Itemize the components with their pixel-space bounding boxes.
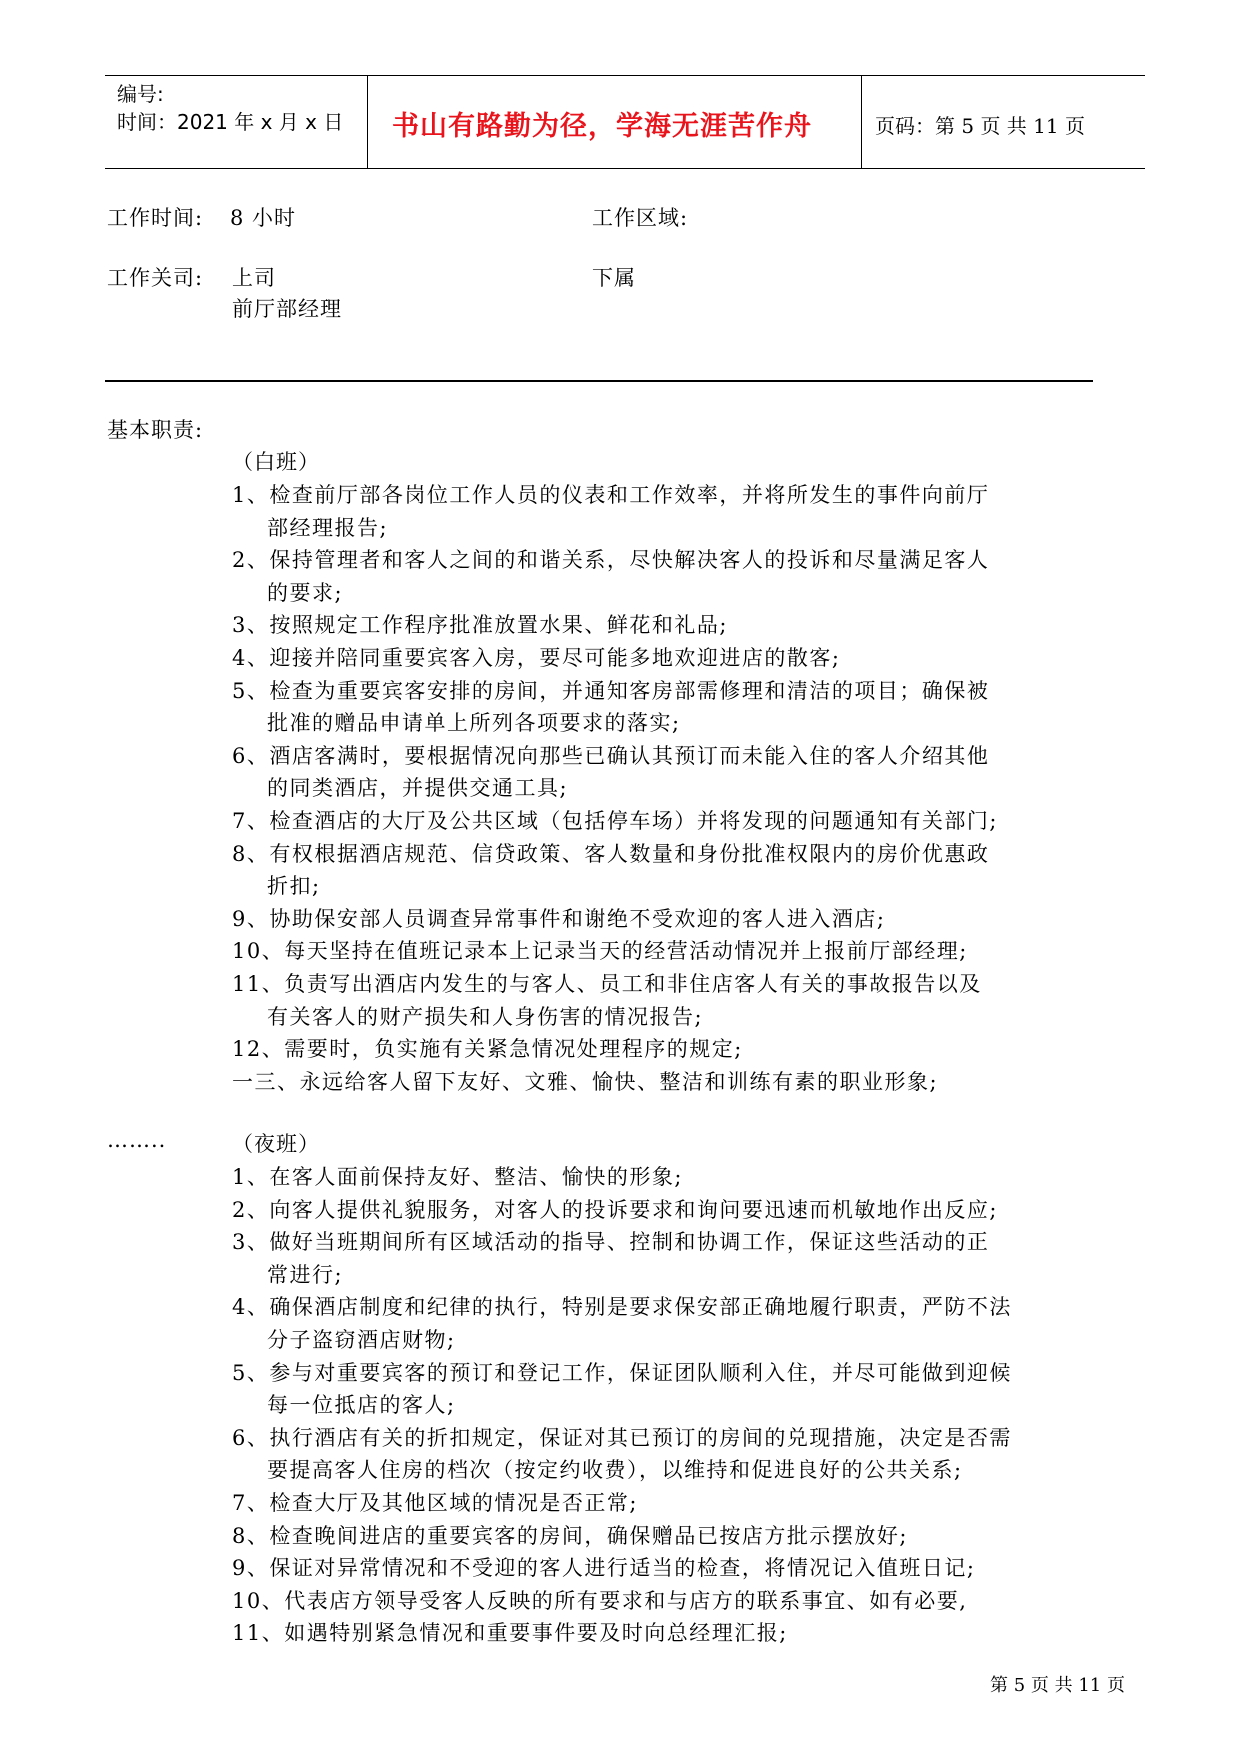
duty-line: 3、做好当班期间所有区域活动的指导、控制和协调工作，保证这些活动的正 (232, 1230, 990, 1255)
duty-line: 2、向客人提供礼貌服务，对客人的投诉要求和询问要迅速而机敏地作出反应; (232, 1197, 998, 1222)
duty-line: 8、有权根据酒店规范、信贷政策、客人数量和身份批准权限内的房价优惠政 (232, 841, 990, 866)
duty-line: 部经理报告; (267, 515, 389, 540)
duty-line: 5、参与对重要宾客的预订和登记工作，保证团队顺利入住，并尽可能做到迎候 (232, 1360, 1012, 1385)
header-bottom-border (105, 168, 1145, 169)
duty-line: 有关客人的财产损失和人身伤害的情况报告; (267, 1004, 704, 1029)
footer-page-number: 第 5 页 共 11 页 (990, 1675, 1125, 1696)
duty-line: 8、检查晚间进店的重要宾客的房间，确保赠品已按店方批示摆放好; (232, 1523, 908, 1548)
header-top-border (105, 75, 1145, 76)
duty-line: 9、协助保安部人员调查异常事件和谢绝不受欢迎的客人进入酒店; (232, 906, 886, 931)
duty-line: 11、负责写出酒店内发生的与客人、员工和非住店客人有关的事故报告以及 (232, 972, 982, 996)
work-time-value: 8 小时 (230, 206, 297, 230)
duty-line: 4、迎接并陪同重要宾客入房，要尽可能多地欢迎进店的散客; (232, 646, 841, 670)
duty-line: 9、保证对异常情况和不受迎的客人进行适当的检查，将情况记入值班日记; (232, 1556, 976, 1581)
ellipsis-marker: …….. (107, 1128, 167, 1152)
duty-line: 6、酒店客满时，要根据情况向那些已确认其预订而未能入住的客人介绍其他 (232, 743, 990, 768)
duty-line: 3、按照规定工作程序批准放置水果、鲜花和礼品; (232, 613, 728, 638)
duty-line: 的要求; (267, 580, 344, 605)
duty-line: 1、在客人面前保持友好、整洁、愉快的形象; (232, 1165, 683, 1189)
document-number-label: 编号: (117, 82, 164, 106)
day-shift-heading: （白班） (232, 450, 320, 474)
header-divider-left (367, 75, 368, 168)
subordinate-label: 下属 (592, 266, 636, 290)
duty-line: 4、确保酒店制度和纪律的执行，特别是要求保安部正确地履行职责，严防不法 (232, 1295, 1012, 1320)
work-time-label: 工作时间: (107, 206, 204, 230)
header-motto: 书山有路勤为径，学海无涯苦作舟 (392, 111, 812, 142)
duty-line: 要提高客人住房的档次（按定约收费），以维持和促进良好的公共关系; (267, 1458, 963, 1483)
night-shift-heading: （夜班） (232, 1132, 320, 1156)
duty-line: 5、检查为重要宾客安排的房间，并通知客房部需修理和清洁的项目；确保被 (232, 678, 990, 703)
duty-line: 10、每天坚持在值班记录本上记录当天的经营活动情况并上报前厅部经理; (232, 939, 968, 964)
header-page-number: 页码：第 5 页 共 11 页 (875, 114, 1085, 138)
duty-line: 折扣; (267, 874, 321, 899)
duty-line: 7、检查大厅及其他区域的情况是否正常; (232, 1491, 638, 1515)
work-relation-label: 工作关司: (107, 266, 204, 290)
document-time-label: 时间：2021 年 x 月 x 日 (117, 110, 344, 134)
superior-label: 上司 (232, 266, 276, 290)
duty-line: 1、检查前厅部各岗位工作人员的仪表和工作效率，并将所发生的事件向前厅 (232, 483, 990, 507)
duty-line: 7、检查酒店的大厅及公共区域（包括停车场）并将发现的问题通知有关部门; (232, 809, 998, 833)
duty-line: 11、如遇特别紧急情况和重要事件要及时向总经理汇报; (232, 1621, 788, 1646)
duties-heading: 基本职责: (107, 418, 204, 442)
duty-line: 分子盗窃酒店财物; (267, 1328, 456, 1352)
duty-line: 12、需要时，负实施有关紧急情况处理程序的规定; (232, 1037, 743, 1062)
header-divider-right (861, 75, 862, 168)
duty-line: 的同类酒店，并提供交通工具; (267, 776, 569, 801)
duty-line: 6、执行酒店有关的折扣规定，保证对其已预订的房间的兑现措施，决定是否需 (232, 1425, 1012, 1450)
duty-line: 2、保持管理者和客人之间的和谐关系，尽快解决客人的投诉和尽量满足客人 (232, 548, 990, 573)
duty-line: 批准的赠品申请单上所列各项要求的落实; (267, 711, 681, 736)
duty-line: 常进行; (267, 1262, 344, 1287)
work-area-label: 工作区域: (592, 206, 689, 230)
superior-value: 前厅部经理 (232, 297, 342, 321)
section-divider (105, 380, 1093, 382)
duty-line: 10、代表店方领导受客人反映的所有要求和与店方的联系事宜、如有必要, (232, 1588, 968, 1613)
duty-line: 一三、永远给客人留下友好、文雅、愉快、整洁和训练有素的职业形象; (232, 1069, 939, 1094)
duty-line: 每一位抵店的客人; (267, 1393, 456, 1418)
